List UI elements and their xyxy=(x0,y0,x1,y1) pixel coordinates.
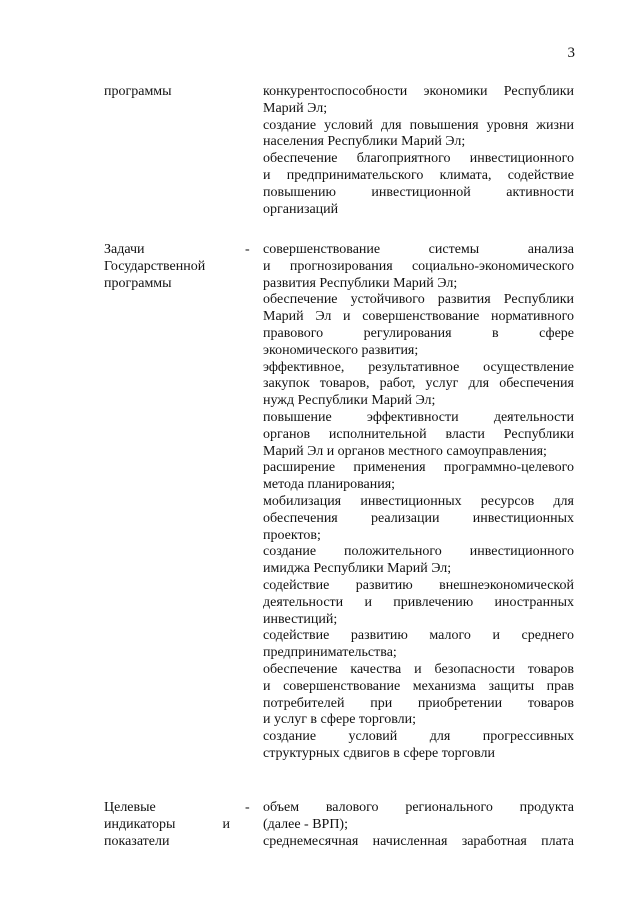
label-line: программы xyxy=(104,275,172,291)
text-line: проектов; xyxy=(263,527,321,543)
list-item xyxy=(263,151,574,218)
text-line: и совершенствование механизма защиты прав xyxy=(263,678,574,694)
list-item xyxy=(263,662,574,729)
label-line: Задачи xyxy=(104,242,145,257)
list-item xyxy=(263,410,574,460)
text-line: создание положительного инвестиционного xyxy=(263,544,574,560)
section-content xyxy=(263,84,574,218)
text-line: создание условий для повышения уровня жизни xyxy=(263,117,574,133)
text-line: инвестиций; xyxy=(263,611,338,627)
label-line: показатели xyxy=(104,833,170,849)
list-item xyxy=(263,292,574,359)
text-line: расширение применения программно-целевого xyxy=(263,460,574,476)
list-item xyxy=(263,800,574,834)
list-item xyxy=(263,242,574,292)
label-line: Целевые xyxy=(104,800,156,815)
text-line: потребителей при приобретении товаров xyxy=(263,695,574,711)
text-line: обеспечения реализации инвестиционных xyxy=(263,510,574,526)
section-label xyxy=(104,84,224,101)
section-content xyxy=(263,242,574,763)
label-dash: - xyxy=(245,242,250,257)
list-item xyxy=(263,460,574,494)
text-line: мобилизация инвестиционных ресурсов для xyxy=(263,493,574,509)
text-line: предпринимательства; xyxy=(263,645,397,661)
text-line: и прогнозирования социально-экономического xyxy=(263,258,574,274)
text-line: среднемесячная начисленная заработная плата xyxy=(263,833,574,849)
text-line: объем валового регионального продукта xyxy=(263,800,574,815)
text-line: развития Республики Марий Эл; xyxy=(263,275,458,291)
text-line: метода планирования; xyxy=(263,477,396,493)
text-line: эффективное, результативное осуществление xyxy=(263,359,574,375)
text-line: Марий Эл и совершенствование нормативного xyxy=(263,309,574,325)
list-item xyxy=(263,628,574,662)
list-item xyxy=(263,118,574,152)
text-line: конкурентоспособности экономики Республики xyxy=(263,84,574,99)
section-label xyxy=(104,800,230,850)
text-line: закупок товаров, работ, услуг для обеспечения xyxy=(263,376,574,392)
text-line: (далее - ВРП); xyxy=(263,816,348,832)
text-line: и услуг в сфере торговли; xyxy=(263,712,417,728)
text-line: нужд Республики Марий Эл; xyxy=(263,393,436,409)
page-number: 3 xyxy=(567,45,575,61)
text-line: организаций xyxy=(263,201,339,217)
list-item xyxy=(263,729,574,763)
text-line: имиджа Республики Марий Эл; xyxy=(263,561,452,577)
section-label xyxy=(104,242,224,292)
list-item xyxy=(263,578,574,628)
list-item xyxy=(263,834,574,851)
text-line: повышение эффективности деятельности xyxy=(263,409,574,425)
text-line: экономического развития; xyxy=(263,342,419,358)
text-line: содействие развитию внешнеэкономической xyxy=(263,577,574,593)
text-line: содействие развитию малого и среднего xyxy=(263,628,574,644)
label-line: индикаторы и xyxy=(104,816,230,832)
text-line: структурных сдвигов в сфере торговли xyxy=(263,745,495,761)
text-line: правового регулирования в сфере xyxy=(263,325,574,341)
label-line: программы xyxy=(104,84,172,99)
text-line: создание условий для прогрессивных xyxy=(263,729,574,745)
text-line: Марий Эл; xyxy=(263,100,328,116)
text-line: обеспечение благоприятного инвестиционного xyxy=(263,151,574,167)
label-dash: - xyxy=(245,800,250,815)
list-item xyxy=(263,494,574,544)
text-line: органов исполнительной власти Республики xyxy=(263,426,574,442)
text-line: населения Республики Марий Эл; xyxy=(263,134,466,150)
list-item xyxy=(263,84,574,118)
section-content xyxy=(263,800,574,850)
list-item xyxy=(263,544,574,578)
text-line: повышению инвестиционной активности xyxy=(263,184,574,200)
text-line: обеспечение качества и безопасности товаров xyxy=(263,661,574,677)
list-item xyxy=(263,360,574,410)
text-line: совершенствование системы анализа xyxy=(263,242,574,257)
text-line: Марий Эл и органов местного самоуправления; xyxy=(263,443,547,459)
text-line: обеспечение устойчивого развития Республики xyxy=(263,292,574,308)
text-line: деятельности и привлечению иностранных xyxy=(263,594,574,610)
label-line: Государственной xyxy=(104,258,206,274)
text-line: и предпринимательского климата, содействие xyxy=(263,167,574,183)
